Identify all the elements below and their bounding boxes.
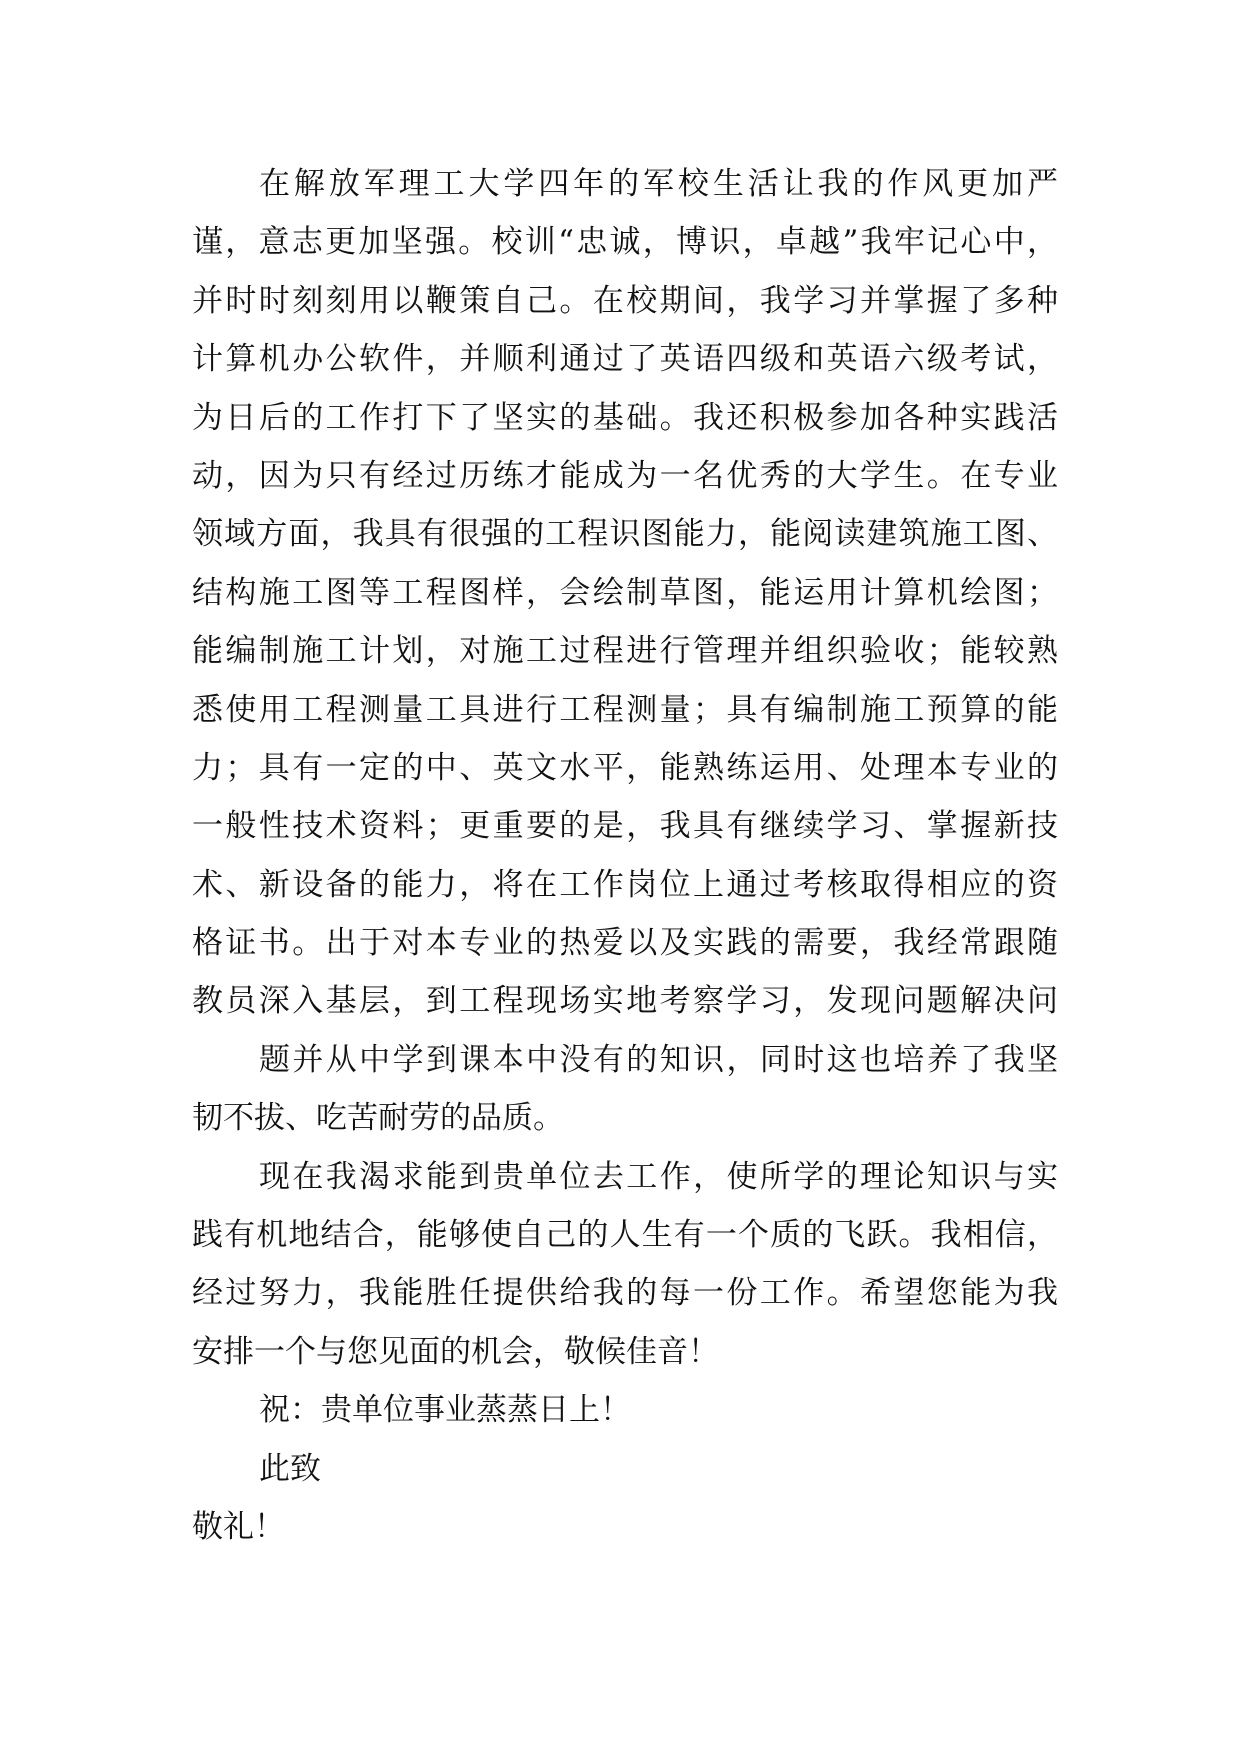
- letter-line: 能编制施工计划，对施工过程进行管理并组织验收；能较熟: [192, 633, 1058, 670]
- letter-line: 在解放军理工大学四年的军校生活让我的作风更加严: [259, 166, 1058, 202]
- paragraph-2: [192, 1031, 1058, 1148]
- letter-line: 动，因为只有经过历练才能成为一名优秀的大学生。在专业: [192, 457, 1058, 494]
- closing-salutation: 此致: [259, 1450, 321, 1487]
- paragraph-3: [192, 1148, 1058, 1382]
- letter-line: 教员深入基层，到工程现场实地考察学习，发现问题解决问: [192, 983, 1058, 1020]
- letter-line: 题并从中学到课本中没有的知识，同时这也培养了我坚: [259, 1041, 1058, 1078]
- letter-line: 现在我渴求能到贵单位去工作，使所学的理论知识与实: [259, 1158, 1058, 1195]
- letter-line: 并时时刻刻用以鞭策自己。在校期间，我学习并掌握了多种: [192, 282, 1058, 319]
- letter-line: 谨，意志更加坚强。校训“忠诚，博识，卓越”我牢记心中，: [192, 224, 1058, 261]
- closing-regards: 敬礼！: [192, 1508, 285, 1545]
- closing-wish: 祝：贵单位事业蒸蒸日上！: [259, 1392, 631, 1429]
- letter-line: 结构施工图等工程图样，会绘制草图，能运用计算机绘图；: [192, 574, 1058, 611]
- letter-line: 计算机办公软件，并顺利通过了英语四级和英语六级考试，: [192, 341, 1058, 378]
- letter-line: 践有机地结合，能够使自己的人生有一个质的飞跃。我相信，: [192, 1217, 1058, 1254]
- letter-body: [192, 155, 1058, 1556]
- letter-line: 术、新设备的能力，将在工作岗位上通过考核取得相应的资: [192, 866, 1058, 903]
- letter-line: 经过努力，我能胜任提供给我的每一份工作。希望您能为我: [192, 1275, 1058, 1312]
- letter-line: 力；具有一定的中、英文水平，能熟练运用、处理本专业的: [192, 749, 1058, 786]
- paragraph-1: [192, 155, 1058, 1031]
- letter-line: 悉使用工程测量工具进行工程测量；具有编制施工预算的能: [192, 691, 1058, 728]
- closing: [192, 1381, 1058, 1556]
- letter-line: 一般性技术资料；更重要的是，我具有继续学习、掌握新技: [192, 808, 1058, 845]
- letter-line: 格证书。出于对本专业的热爱以及实践的需要，我经常跟随: [192, 925, 1058, 962]
- letter-line: 安排一个与您见面的机会，敬候佳音！: [192, 1333, 719, 1370]
- letter-line: 领域方面，我具有很强的工程识图能力，能阅读建筑施工图、: [192, 516, 1058, 553]
- letter-line: 为日后的工作打下了坚实的基础。我还积极参加各种实践活: [192, 399, 1058, 436]
- letter-line: 韧不拔、吃苦耐劳的品质。: [192, 1100, 564, 1137]
